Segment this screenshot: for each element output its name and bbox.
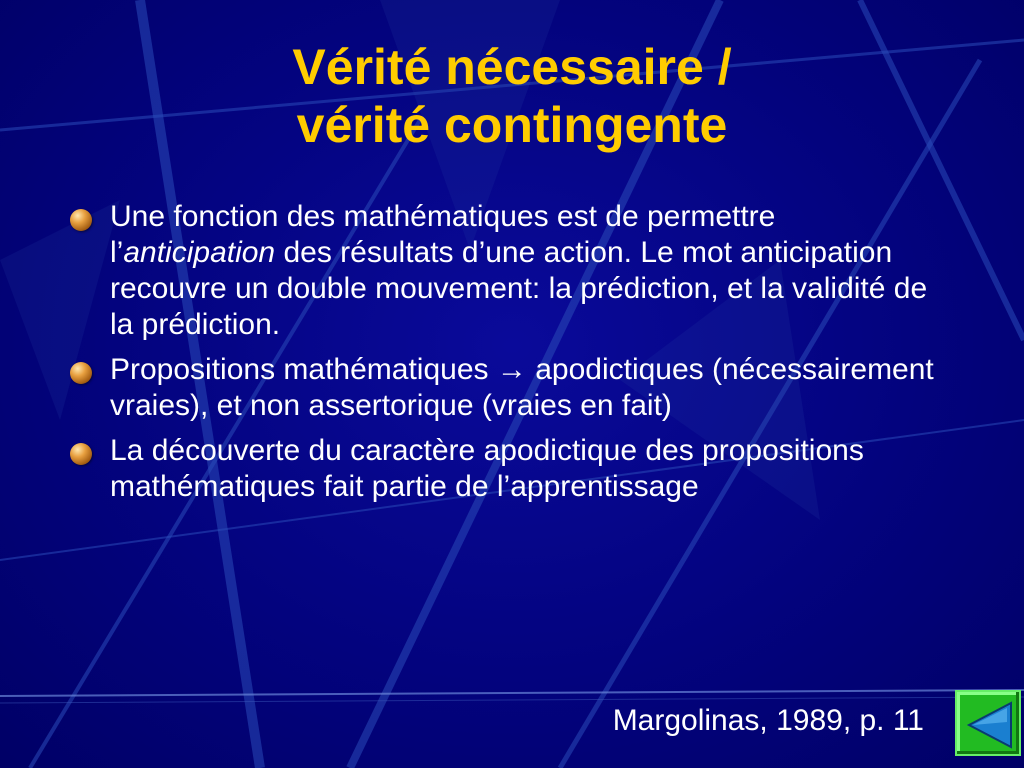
bullet-text-before: Propositions mathématiques [110, 353, 497, 386]
arrow-icon: → [496, 353, 527, 386]
bullet-item [68, 433, 948, 505]
back-triangle-icon [957, 692, 1023, 758]
bullet-list [68, 199, 948, 514]
bullet-emphasis: anticipation [123, 236, 276, 269]
citation: Margolinas, 1989, p. 11 [612, 704, 924, 737]
bullet-icon [70, 362, 92, 384]
back-button[interactable] [955, 690, 1021, 756]
slide-title [0, 38, 1024, 154]
bullet-text: La découverte du caractère apodictique des propositions mathématiques fait partie de l’apprentissage [110, 434, 864, 503]
bullet-text-after: des résultats d’une action. Le mot anticipation recouvre un double mouvement: la prédiction, et la validité de la prédiction. [110, 236, 928, 341]
bullet-item [68, 199, 948, 343]
title-line-2: vérité contingente [296, 97, 728, 153]
bullet-icon [70, 443, 92, 465]
bullet-text-before: Une fonction des mathématiques est de permettre l’ [110, 200, 776, 269]
bullet-icon [70, 209, 92, 231]
bullet-text-after: apodictiques (nécessairement vraies), et non assertorique (vraies en fait) [110, 353, 934, 422]
bullet-item [68, 352, 948, 424]
title-line-1: Vérité nécessaire / [292, 39, 732, 95]
